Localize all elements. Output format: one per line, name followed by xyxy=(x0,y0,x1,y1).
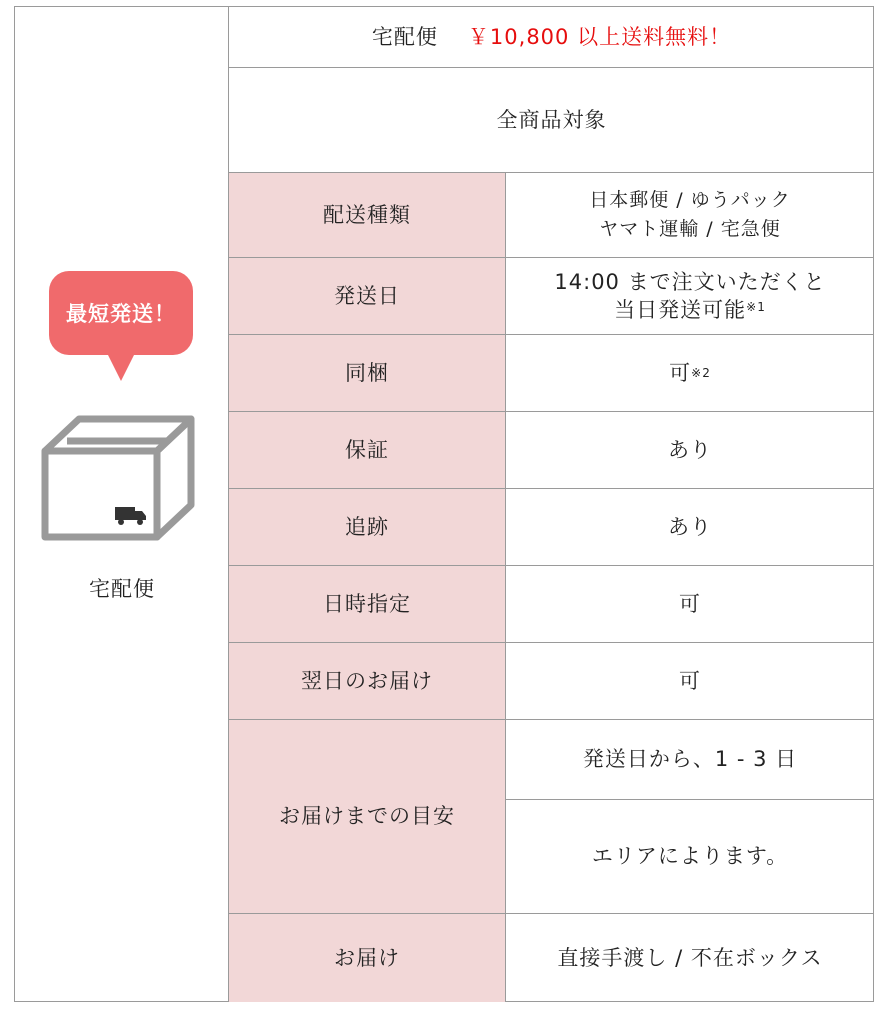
row-value-delivery-area-note: エリアによります。 xyxy=(505,800,874,914)
footnote-marker: ※2 xyxy=(691,365,711,380)
row-value-delivery-type xyxy=(505,173,874,258)
service-header xyxy=(229,7,874,68)
box-truck-icon xyxy=(39,407,199,543)
row-value-tracking: あり xyxy=(505,489,874,566)
row-value-bundling xyxy=(505,335,874,412)
shipping-info-table xyxy=(14,6,874,1002)
value-line: 14:00 まで注文いただくと xyxy=(554,269,826,294)
row-label-delivery-estimate: お届けまでの目安 xyxy=(229,720,505,914)
row-value-delivery-estimate: 発送日から、1 - 3 日 xyxy=(505,720,874,800)
row-value-time-slot: 可 xyxy=(505,566,874,643)
value-text: 可 xyxy=(669,360,692,385)
row-value-guarantee: あり xyxy=(505,412,874,489)
method-caption: 宅配便 xyxy=(89,577,155,601)
row-label-guarantee: 保証 xyxy=(229,412,505,489)
free-shipping-notice: ￥10,800 以上送料無料！ xyxy=(467,24,732,49)
row-label-delivery-method: お届け xyxy=(229,914,505,1002)
scope-header xyxy=(229,68,874,173)
value-line: 日本郵便 / ゆうパック xyxy=(589,188,791,211)
row-value-next-day: 可 xyxy=(505,643,874,720)
row-label-delivery-type: 配送種類 xyxy=(229,173,505,258)
value-line: ヤマト運輸 / 宅急便 xyxy=(599,218,781,240)
shipping-method-panel xyxy=(15,7,229,1001)
row-label-tracking: 追跡 xyxy=(229,489,505,566)
row-label-next-day: 翌日のお届け xyxy=(229,643,505,720)
row-value-ship-date xyxy=(505,258,874,335)
service-name: 宅配便 xyxy=(371,24,438,49)
footnote-marker: ※1 xyxy=(746,300,766,314)
row-label-time-slot: 日時指定 xyxy=(229,566,505,643)
scope-text: 全商品対象 xyxy=(496,107,607,132)
row-label-ship-date: 発送日 xyxy=(229,258,505,335)
row-value-delivery-method: 直接手渡し / 不在ボックス xyxy=(505,914,874,1002)
badge-tail xyxy=(107,353,135,381)
value-line: 当日発送可能 xyxy=(614,298,747,322)
fastest-shipping-badge: 最短発送！ xyxy=(49,271,193,355)
row-label-bundling: 同梱 xyxy=(229,335,505,412)
